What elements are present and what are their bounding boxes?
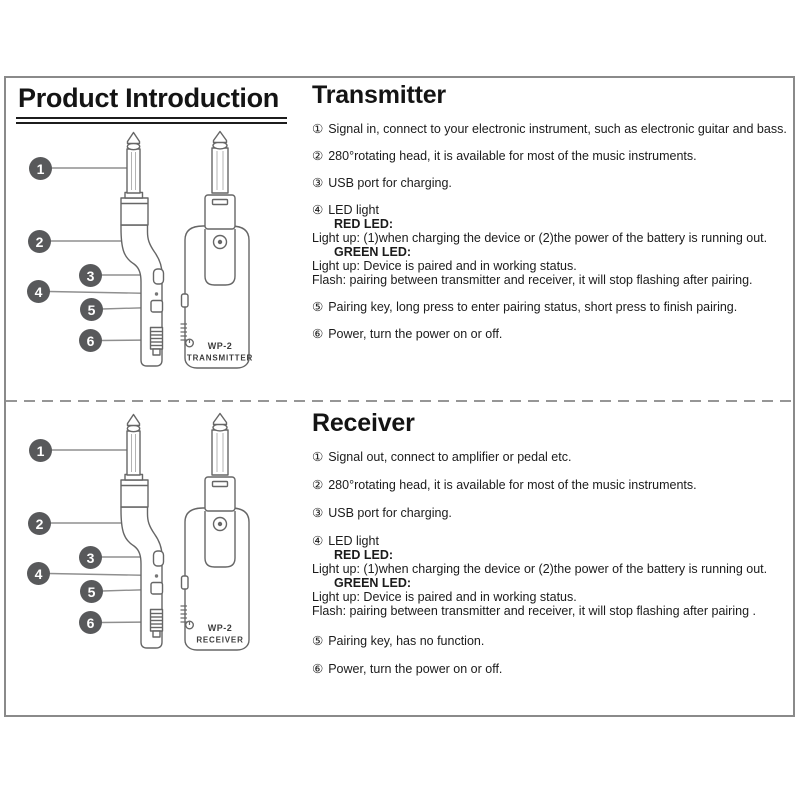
item-text: Pairing key, long press to enter pairing status, short press to finish pairing. — [328, 300, 738, 314]
device-type-label: RECEIVER — [196, 635, 244, 645]
callout-6: 6 — [79, 329, 102, 352]
green-led-text-2: Flash: pairing between transmitter and receiver, it will stop flashing after pairing . — [312, 604, 756, 618]
callout-4: 4 — [27, 280, 50, 303]
item-text: LED light — [328, 203, 379, 217]
red-led-label: RED LED: — [334, 548, 394, 562]
transmitter-item-5 — [312, 300, 790, 314]
item-text: Signal in, connect to your electronic instrument, such as electronic guitar and bass. — [328, 122, 787, 136]
transmitter-heading: Transmitter — [312, 81, 446, 109]
transmitter-led-details — [312, 217, 790, 287]
item-number: ⑤ — [312, 300, 324, 314]
callout-6: 6 — [79, 611, 102, 634]
receiver-device-drawing — [8, 410, 308, 662]
callout-4: 4 — [27, 562, 50, 585]
callout-3: 3 — [79, 264, 102, 287]
green-led-label: GREEN LED: — [334, 245, 412, 259]
item-number: ⑤ — [312, 634, 324, 648]
item-number: ③ — [312, 176, 324, 190]
device-type-label: TRANSMITTER — [186, 353, 254, 363]
item-number: ⑥ — [312, 662, 324, 676]
callout-2: 2 — [28, 230, 51, 253]
item-text: Power, turn the power on or off. — [328, 327, 503, 341]
receiver-item-5 — [312, 634, 790, 648]
item-text: Power, turn the power on or off. — [328, 662, 503, 676]
green-led-label: GREEN LED: — [334, 576, 412, 590]
transmitter-item-1 — [312, 122, 790, 136]
item-number: ② — [312, 149, 324, 163]
item-number: ① — [312, 122, 324, 136]
green-led-text-1: Light up: Device is paired and in working status. — [312, 259, 577, 273]
item-text: Pairing key, has no function. — [328, 634, 485, 648]
transmitter-illustration — [8, 128, 308, 380]
red-led-label: RED LED: — [334, 217, 394, 231]
item-number: ④ — [312, 534, 324, 548]
transmitter-item-6 — [312, 327, 790, 341]
callout-1: 1 — [29, 157, 52, 180]
callout-5: 5 — [80, 580, 103, 603]
callout-1: 1 — [29, 439, 52, 462]
item-text: LED light — [328, 534, 379, 548]
item-text: 280°rotating head, it is available for most of the music instruments. — [328, 478, 697, 492]
item-number: ⑥ — [312, 327, 324, 341]
section-divider-dashed — [6, 400, 793, 402]
receiver-item-1 — [312, 450, 790, 464]
page-frame — [4, 76, 795, 717]
receiver-illustration — [8, 410, 308, 662]
transmitter-device-drawing — [8, 128, 308, 380]
receiver-heading: Receiver — [312, 409, 415, 437]
device-model-label: WP-2 — [207, 341, 233, 351]
callout-5: 5 — [80, 298, 103, 321]
red-led-text: Light up: (1)when charging the device or (2)the power of the battery is running out. — [312, 562, 768, 576]
item-text: USB port for charging. — [328, 506, 452, 520]
receiver-item-2 — [312, 478, 790, 492]
callout-2: 2 — [28, 512, 51, 535]
item-number: ① — [312, 450, 324, 464]
item-text: Signal out, connect to amplifier or pedal etc. — [328, 450, 572, 464]
transmitter-item-4 — [312, 203, 790, 217]
transmitter-section — [312, 81, 790, 354]
item-text: 280°rotating head, it is available for most of the music instruments. — [328, 149, 697, 163]
item-text: USB port for charging. — [328, 176, 452, 190]
green-led-text-1: Light up: Device is paired and in working status. — [312, 590, 577, 604]
receiver-item-3 — [312, 506, 790, 520]
receiver-item-4 — [312, 534, 790, 548]
green-led-text-2: Flash: pairing between transmitter and receiver, it will stop flashing after pairing. — [312, 273, 753, 287]
receiver-item-6 — [312, 662, 790, 676]
receiver-section — [312, 409, 790, 690]
callout-3: 3 — [79, 546, 102, 569]
receiver-led-details — [312, 548, 790, 618]
transmitter-item-2 — [312, 149, 790, 163]
item-number: ④ — [312, 203, 324, 217]
item-number: ③ — [312, 506, 324, 520]
red-led-text: Light up: (1)when charging the device or (2)the power of the battery is running out. — [312, 231, 768, 245]
transmitter-item-3 — [312, 176, 790, 190]
page-title: Product Introduction — [16, 83, 287, 124]
device-model-label: WP-2 — [207, 623, 233, 633]
item-number: ② — [312, 478, 324, 492]
